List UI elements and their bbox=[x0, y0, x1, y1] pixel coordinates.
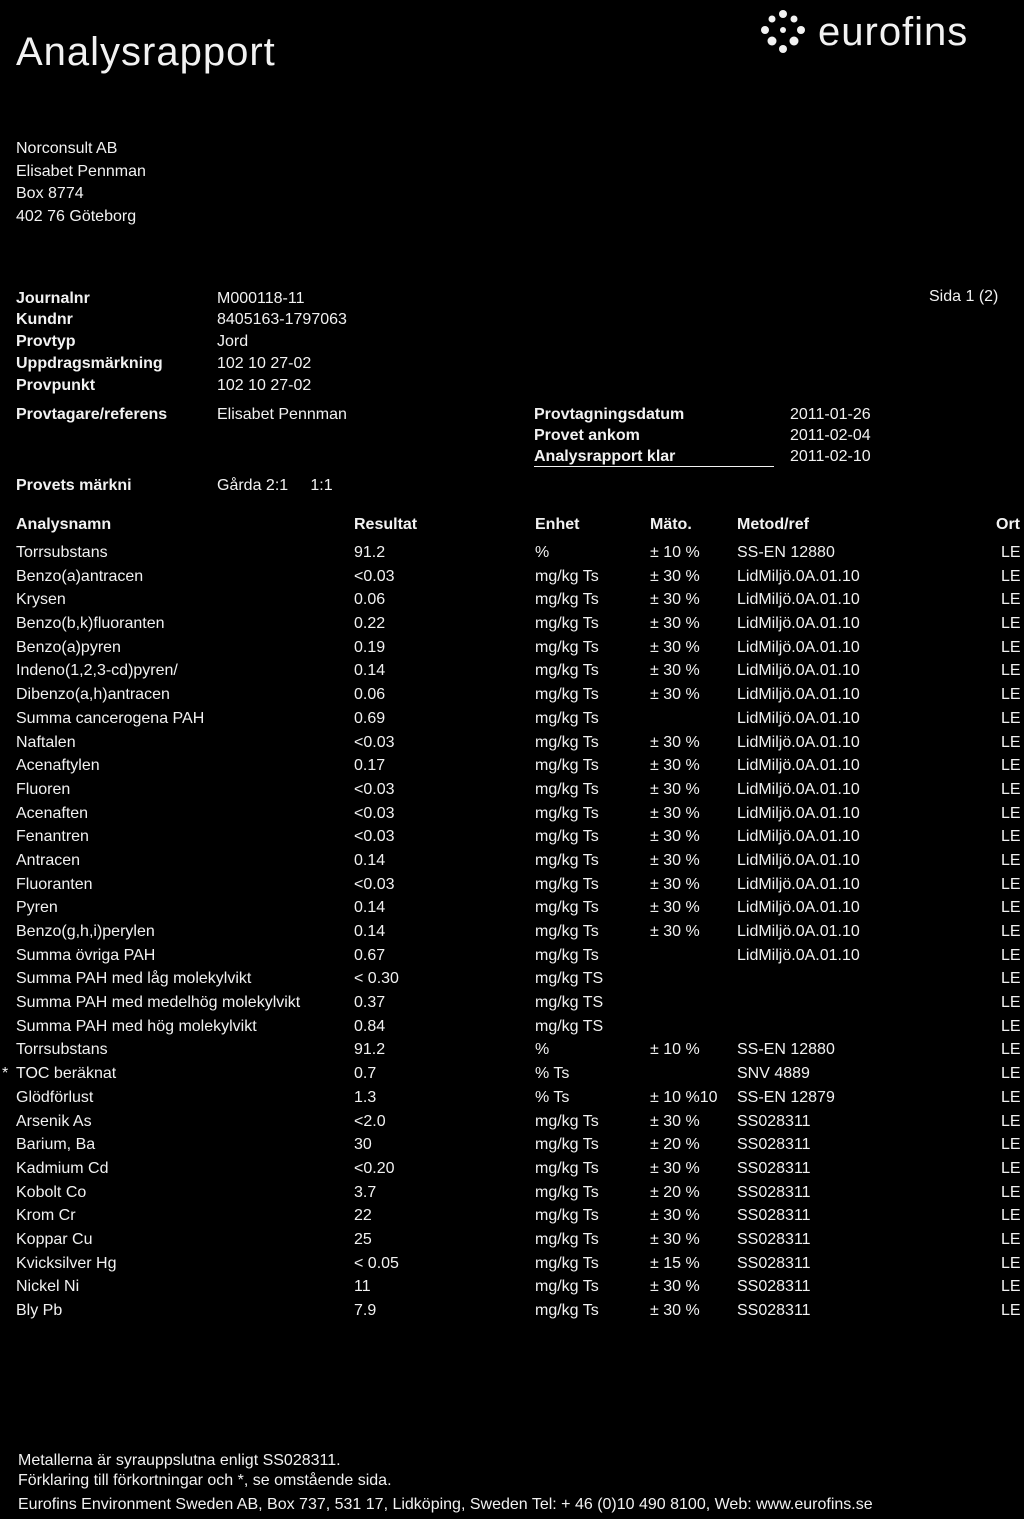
method-value: SS-EN 12879 bbox=[737, 1088, 835, 1106]
address-line: Box 8774 bbox=[16, 185, 84, 202]
provtagningsdatum-label: Provtagningsdatum bbox=[534, 406, 685, 423]
ort-value: LE bbox=[1001, 1230, 1021, 1248]
accuracy-value: ± 30 % bbox=[650, 662, 700, 680]
method-value: LidMiljö.0A.01.10 bbox=[737, 899, 860, 917]
unit-value: mg/kg Ts bbox=[535, 828, 599, 846]
result-value: <0.03 bbox=[354, 875, 395, 893]
provtagare-label: Provtagare/referens bbox=[16, 406, 168, 423]
journalnr-value: M000118-11 bbox=[217, 290, 305, 307]
uppdragsmarkning-value: 102 10 27-02 bbox=[217, 355, 312, 372]
analyte-name: Benzo(b,k)fluoranten bbox=[16, 615, 165, 633]
ort-value: LE bbox=[1001, 1065, 1021, 1083]
analyte-name: Kadmium Cd bbox=[16, 1159, 109, 1177]
method-value: LidMiljö.0A.01.10 bbox=[737, 828, 860, 846]
ort-value: LE bbox=[1001, 1088, 1021, 1106]
method-value: SS028311 bbox=[737, 1207, 811, 1225]
accuracy-value: ± 30 % bbox=[650, 923, 700, 940]
unit-value: mg/kg Ts bbox=[535, 1136, 599, 1154]
ort-value: LE bbox=[1001, 686, 1021, 704]
analyte-name: Indeno(1,2,3-cd)pyren/ bbox=[16, 662, 178, 680]
table-row bbox=[0, 947, 1024, 971]
result-value: 0.7 bbox=[354, 1065, 377, 1083]
ort-value: LE bbox=[1001, 638, 1021, 656]
accuracy-value: ± 30 % bbox=[650, 638, 700, 656]
ort-value: LE bbox=[1001, 1207, 1021, 1225]
accuracy-value: ± 30 % bbox=[650, 1230, 700, 1248]
provtyp-label: Provtyp bbox=[16, 333, 76, 350]
analyte-name: Summa PAH med medelhög molekylvikt bbox=[16, 994, 301, 1012]
ort-value: LE bbox=[1001, 1159, 1021, 1177]
row-asterisk: * bbox=[2, 1065, 9, 1083]
col-header-enhet: Enhet bbox=[535, 516, 580, 533]
ort-value: LE bbox=[1001, 1302, 1021, 1319]
accuracy-value: ± 30 % bbox=[650, 757, 700, 775]
accuracy-value: ± 30 % bbox=[650, 851, 700, 869]
ort-value: LE bbox=[1001, 899, 1021, 917]
provtyp-value: Jord bbox=[217, 333, 249, 350]
ort-value: LE bbox=[1001, 828, 1021, 846]
unit-value: mg/kg Ts bbox=[535, 757, 599, 775]
address-line: 402 76 Göteborg bbox=[16, 207, 137, 225]
provet-ankom-label: Provet ankom bbox=[534, 427, 640, 444]
method-value: SS028311 bbox=[737, 1254, 811, 1272]
ort-value: LE bbox=[1001, 1017, 1021, 1035]
footnote-metals: Metallerna är syrauppslutna enligt SS028311. bbox=[18, 1452, 341, 1469]
unit-value: % Ts bbox=[535, 1088, 570, 1106]
table-row bbox=[0, 1278, 1024, 1302]
table-row bbox=[0, 1231, 1024, 1255]
recipient-address bbox=[16, 138, 146, 228]
unit-value: mg/kg TS bbox=[535, 994, 604, 1012]
result-value: 22 bbox=[354, 1207, 372, 1225]
method-value: SS028311 bbox=[737, 1183, 811, 1201]
result-value: 11 bbox=[354, 1278, 371, 1296]
result-value: 25 bbox=[354, 1230, 372, 1248]
method-value: LidMiljö.0A.01.10 bbox=[737, 567, 860, 585]
analyte-name: Nickel Ni bbox=[16, 1278, 80, 1296]
unit-value: mg/kg Ts bbox=[535, 615, 599, 633]
result-value: 3.7 bbox=[354, 1183, 377, 1201]
eurofins-dots-icon bbox=[756, 8, 810, 56]
accuracy-value: ± 30 % bbox=[650, 733, 700, 751]
analysrapport-klar-value: 2011-02-10 bbox=[790, 448, 871, 465]
method-value: LidMiljö.0A.01.10 bbox=[737, 804, 860, 822]
accuracy-value: ± 30 % bbox=[650, 899, 700, 917]
table-row bbox=[0, 591, 1024, 615]
unit-value: mg/kg Ts bbox=[535, 591, 599, 609]
table-row bbox=[0, 852, 1024, 876]
table-row bbox=[0, 899, 1024, 923]
accuracy-value: ± 20 % bbox=[650, 1183, 700, 1201]
unit-value: mg/kg Ts bbox=[535, 1302, 599, 1319]
result-value: 0.69 bbox=[354, 709, 386, 727]
ort-value: LE bbox=[1001, 567, 1021, 585]
accuracy-value: ± 10 %10 bbox=[650, 1088, 718, 1106]
table-row bbox=[0, 923, 1024, 947]
ort-value: LE bbox=[1001, 733, 1021, 751]
analyte-name: Summa cancerogena PAH bbox=[16, 709, 205, 727]
analyte-name: Torrsubstans bbox=[16, 544, 108, 561]
unit-value: mg/kg Ts bbox=[535, 686, 599, 704]
ort-value: LE bbox=[1001, 1183, 1021, 1201]
accuracy-value: ± 30 % bbox=[650, 615, 700, 633]
address-line: Elisabet Pennman bbox=[16, 162, 146, 180]
result-value: <0.03 bbox=[354, 567, 395, 585]
unit-value: mg/kg Ts bbox=[535, 567, 599, 585]
method-value: SS-EN 12880 bbox=[737, 1041, 835, 1059]
unit-value: mg/kg Ts bbox=[535, 1278, 599, 1296]
unit-value: mg/kg Ts bbox=[535, 709, 599, 727]
unit-value: % Ts bbox=[535, 1065, 570, 1083]
table-row bbox=[0, 1041, 1024, 1065]
ort-value: LE bbox=[1001, 851, 1021, 869]
unit-value: mg/kg Ts bbox=[535, 1112, 599, 1130]
accuracy-value: ± 30 % bbox=[650, 828, 700, 846]
unit-value: % bbox=[535, 1041, 550, 1059]
method-value: SS028311 bbox=[737, 1112, 811, 1130]
result-value: 91.2 bbox=[354, 544, 386, 561]
result-value: 91.2 bbox=[354, 1041, 386, 1059]
ort-value: LE bbox=[1001, 946, 1021, 964]
method-value: LidMiljö.0A.01.10 bbox=[737, 733, 860, 751]
method-value: SS028311 bbox=[737, 1278, 811, 1296]
table-row bbox=[0, 734, 1024, 758]
table-row bbox=[0, 994, 1024, 1018]
ort-value: LE bbox=[1001, 923, 1021, 940]
method-value: LidMiljö.0A.01.10 bbox=[737, 662, 860, 680]
ort-value: LE bbox=[1001, 1112, 1021, 1130]
analyte-name: Koppar Cu bbox=[16, 1230, 93, 1248]
result-value: 0.06 bbox=[354, 686, 386, 704]
accuracy-value: ± 30 % bbox=[650, 1112, 700, 1130]
accuracy-value: ± 30 % bbox=[650, 780, 700, 798]
provpunkt-value: 102 10 27-02 bbox=[217, 377, 312, 394]
unit-value: mg/kg Ts bbox=[535, 1159, 599, 1177]
divider-line bbox=[534, 466, 774, 467]
analysrapport-klar-label: Analysrapport klar bbox=[534, 448, 676, 465]
ort-value: LE bbox=[1001, 780, 1021, 798]
table-row bbox=[0, 1160, 1024, 1184]
table-row bbox=[0, 686, 1024, 710]
method-value: LidMiljö.0A.01.10 bbox=[737, 591, 860, 609]
table-row bbox=[0, 970, 1024, 994]
ort-value: LE bbox=[1001, 1136, 1021, 1154]
provets-markning-value: Gårda 2:1 1:1 bbox=[217, 477, 333, 494]
unit-value: mg/kg Ts bbox=[535, 1254, 599, 1272]
footnote-abbreviations: Förklaring till förkortningar och *, se omstående sida. bbox=[18, 1472, 392, 1489]
accuracy-value: ± 30 % bbox=[650, 804, 700, 822]
analyte-name: Glödförlust bbox=[16, 1088, 94, 1106]
accuracy-value: ± 30 % bbox=[650, 591, 700, 609]
analyte-name: Benzo(a)antracen bbox=[16, 567, 144, 585]
ort-value: LE bbox=[1001, 591, 1021, 609]
ort-value: LE bbox=[1001, 662, 1021, 680]
page-number: Sida 1 (2) bbox=[929, 288, 999, 305]
accuracy-value: ± 10 % bbox=[650, 1041, 700, 1059]
analyte-name: Torrsubstans bbox=[16, 1041, 108, 1059]
table-row bbox=[0, 805, 1024, 829]
unit-value: mg/kg Ts bbox=[535, 638, 599, 656]
method-value: LidMiljö.0A.01.10 bbox=[737, 946, 860, 964]
analyte-name: Barium, Ba bbox=[16, 1136, 96, 1154]
accuracy-value: ± 10 % bbox=[650, 544, 700, 561]
method-value: LidMiljö.0A.01.10 bbox=[737, 851, 860, 869]
analyte-name: Summa PAH med hög molekylvikt bbox=[16, 1017, 257, 1035]
result-value: 0.14 bbox=[354, 662, 386, 680]
method-value: SS028311 bbox=[737, 1159, 811, 1177]
unit-value: % bbox=[535, 544, 550, 561]
unit-value: mg/kg Ts bbox=[535, 1207, 599, 1225]
unit-value: mg/kg TS bbox=[535, 970, 604, 988]
method-value: SS028311 bbox=[737, 1136, 811, 1154]
col-header-resultat: Resultat bbox=[354, 516, 418, 533]
method-value: SS028311 bbox=[737, 1230, 811, 1248]
analyte-name: Bly Pb bbox=[16, 1302, 63, 1319]
unit-value: mg/kg Ts bbox=[535, 923, 599, 940]
table-row bbox=[0, 710, 1024, 734]
unit-value: mg/kg Ts bbox=[535, 733, 599, 751]
analyte-name: Summa övriga PAH bbox=[16, 946, 156, 964]
unit-value: mg/kg Ts bbox=[535, 804, 599, 822]
analyte-name: Pyren bbox=[16, 899, 58, 917]
analyte-name: Kvicksilver Hg bbox=[16, 1254, 117, 1272]
result-value: 0.37 bbox=[354, 994, 386, 1012]
provets-markning-label: Provets märkni bbox=[16, 477, 132, 494]
result-value: 0.22 bbox=[354, 615, 386, 633]
table-row bbox=[0, 615, 1024, 639]
result-value: 0.84 bbox=[354, 1017, 386, 1035]
provtagningsdatum-value: 2011-01-26 bbox=[790, 406, 871, 423]
col-header-ort: Ort bbox=[996, 516, 1020, 533]
table-row bbox=[0, 1302, 1024, 1326]
analyte-name: Krysen bbox=[16, 591, 66, 609]
analyte-name: TOC beräknat bbox=[16, 1065, 117, 1083]
method-value: LidMiljö.0A.01.10 bbox=[737, 923, 860, 940]
table-row bbox=[0, 1018, 1024, 1042]
analyte-name: Benzo(g,h,i)perylen bbox=[16, 923, 155, 940]
result-value: 0.06 bbox=[354, 591, 386, 609]
ort-value: LE bbox=[1001, 1278, 1021, 1296]
result-value: 0.67 bbox=[354, 946, 386, 964]
result-value: 0.14 bbox=[354, 851, 386, 869]
unit-value: mg/kg Ts bbox=[535, 946, 599, 964]
ort-value: LE bbox=[1001, 1041, 1021, 1059]
table-row bbox=[0, 662, 1024, 686]
table-row bbox=[0, 1255, 1024, 1279]
method-value: LidMiljö.0A.01.10 bbox=[737, 615, 860, 633]
kundnr-value: 8405163-1797063 bbox=[217, 311, 347, 328]
ort-value: LE bbox=[1001, 994, 1021, 1012]
accuracy-value: ± 30 % bbox=[650, 1207, 700, 1225]
unit-value: mg/kg Ts bbox=[535, 899, 599, 917]
ort-value: LE bbox=[1001, 970, 1021, 988]
analyte-name: Summa PAH med låg molekylvikt bbox=[16, 970, 252, 988]
method-value: SS-EN 12880 bbox=[737, 544, 835, 561]
col-header-analysnamn: Analysnamn bbox=[16, 516, 112, 533]
accuracy-value: ± 30 % bbox=[650, 1278, 700, 1296]
result-value: <0.03 bbox=[354, 828, 395, 846]
provet-ankom-value: 2011-02-04 bbox=[790, 427, 871, 444]
logo-wordmark: eurofins bbox=[818, 9, 969, 54]
table-row bbox=[0, 757, 1024, 781]
analyte-name: Naftalen bbox=[16, 733, 76, 751]
analyte-name: Acenaften bbox=[16, 804, 89, 822]
analyte-name: Fenantren bbox=[16, 828, 89, 846]
analyte-name: Kobolt Co bbox=[16, 1183, 87, 1201]
journalnr-label: Journalnr bbox=[16, 290, 90, 307]
result-value: 7.9 bbox=[354, 1302, 377, 1319]
ort-value: LE bbox=[1001, 615, 1021, 633]
result-value: 0.14 bbox=[354, 899, 386, 917]
result-value: < 0.05 bbox=[354, 1254, 399, 1272]
unit-value: mg/kg Ts bbox=[535, 662, 599, 680]
unit-value: mg/kg Ts bbox=[535, 875, 599, 893]
accuracy-value: ± 30 % bbox=[650, 686, 700, 704]
result-value: <0.03 bbox=[354, 780, 395, 798]
col-header-metod: Metod/ref bbox=[737, 516, 809, 533]
method-value: LidMiljö.0A.01.10 bbox=[737, 757, 860, 775]
method-value: LidMiljö.0A.01.10 bbox=[737, 638, 860, 656]
result-value: 30 bbox=[354, 1136, 372, 1154]
eurofins-logo bbox=[756, 8, 968, 56]
unit-value: mg/kg Ts bbox=[535, 1183, 599, 1201]
result-value: < 0.30 bbox=[354, 970, 399, 988]
analyte-name: Krom Cr bbox=[16, 1207, 76, 1225]
provtagare-value: Elisabet Pennman bbox=[217, 406, 347, 423]
kundnr-label: Kundnr bbox=[16, 311, 73, 328]
analyte-name: Acenaftylen bbox=[16, 757, 100, 775]
analyte-name: Fluoren bbox=[16, 780, 71, 798]
results-table bbox=[0, 544, 1024, 1326]
table-row bbox=[0, 639, 1024, 663]
accuracy-value: ± 30 % bbox=[650, 875, 700, 893]
accuracy-value: ± 30 % bbox=[650, 567, 700, 585]
ort-value: LE bbox=[1001, 544, 1021, 561]
analyte-name: Benzo(a)pyren bbox=[16, 638, 121, 656]
accuracy-value: ± 30 % bbox=[650, 1302, 700, 1319]
report-title: Analysrapport bbox=[16, 30, 276, 74]
method-value: LidMiljö.0A.01.10 bbox=[737, 780, 860, 798]
analyte-name: Antracen bbox=[16, 851, 81, 869]
result-value: <0.20 bbox=[354, 1159, 395, 1177]
table-row bbox=[0, 781, 1024, 805]
table-row bbox=[0, 544, 1024, 568]
ort-value: LE bbox=[1001, 1254, 1021, 1272]
table-row bbox=[0, 568, 1024, 592]
uppdragsmarkning-label: Uppdragsmärkning bbox=[16, 355, 163, 372]
table-row bbox=[0, 1065, 1024, 1089]
ort-value: LE bbox=[1001, 709, 1021, 727]
unit-value: mg/kg Ts bbox=[535, 851, 599, 869]
analyte-name: Dibenzo(a,h)antracen bbox=[16, 686, 170, 704]
address-line: Norconsult AB bbox=[16, 140, 118, 157]
method-value: LidMiljö.0A.01.10 bbox=[737, 709, 860, 727]
unit-value: mg/kg Ts bbox=[535, 780, 599, 798]
method-value: LidMiljö.0A.01.10 bbox=[737, 686, 860, 704]
result-value: <0.03 bbox=[354, 733, 395, 751]
table-row bbox=[0, 1184, 1024, 1208]
method-value: SNV 4889 bbox=[737, 1065, 810, 1083]
result-value: 0.17 bbox=[354, 757, 386, 775]
unit-value: mg/kg Ts bbox=[535, 1230, 599, 1248]
ort-value: LE bbox=[1001, 757, 1021, 775]
table-row bbox=[0, 876, 1024, 900]
result-value: 1.3 bbox=[354, 1088, 377, 1106]
method-value: SS028311 bbox=[737, 1302, 811, 1319]
col-header-mato: Mäto. bbox=[650, 516, 692, 533]
result-value: 0.14 bbox=[354, 923, 386, 940]
table-row bbox=[0, 828, 1024, 852]
result-value: <2.0 bbox=[354, 1112, 386, 1130]
analyte-name: Arsenik As bbox=[16, 1112, 92, 1130]
analyte-name: Fluoranten bbox=[16, 875, 93, 893]
ort-value: LE bbox=[1001, 804, 1021, 822]
table-row bbox=[0, 1089, 1024, 1113]
ort-value: LE bbox=[1001, 875, 1021, 893]
result-value: 0.19 bbox=[354, 638, 386, 656]
company-footer: Eurofins Environment Sweden AB, Box 737, 531 17, Lidköping, Sweden Tel: + 46 (0)10 490 8100, Web: www.eurofins.se bbox=[18, 1496, 873, 1513]
method-value: LidMiljö.0A.01.10 bbox=[737, 875, 860, 893]
unit-value: mg/kg TS bbox=[535, 1017, 604, 1035]
result-value: <0.03 bbox=[354, 804, 395, 822]
table-row bbox=[0, 1207, 1024, 1231]
accuracy-value: ± 20 % bbox=[650, 1136, 700, 1154]
accuracy-value: ± 15 % bbox=[650, 1254, 700, 1272]
accuracy-value: ± 30 % bbox=[650, 1159, 700, 1177]
table-row bbox=[0, 1136, 1024, 1160]
provpunkt-label: Provpunkt bbox=[16, 377, 96, 394]
table-row bbox=[0, 1113, 1024, 1137]
